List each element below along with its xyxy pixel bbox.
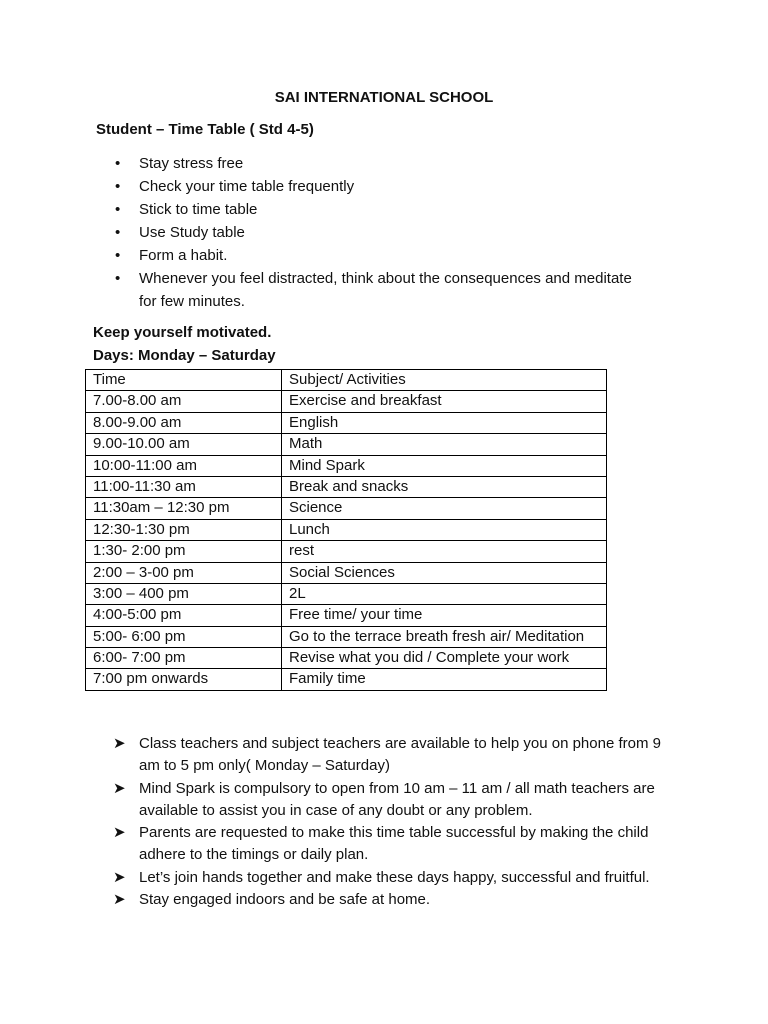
note-item — [113, 822, 673, 867]
note-text: Let’s join hands together and make these days happy, successful and fruitful. — [139, 868, 650, 886]
activity-cell: Exercise and breakfast — [282, 391, 607, 412]
activity-cell: Social Sciences — [282, 562, 607, 583]
table-row — [86, 541, 607, 562]
arrow-bullet-icon: ➤ — [113, 891, 126, 909]
time-cell: 2:00 – 3-00 pm — [86, 562, 282, 583]
table-row — [86, 519, 607, 540]
table-row — [86, 626, 607, 647]
table-row — [86, 583, 607, 604]
time-cell: 10:00-11:00 am — [86, 455, 282, 476]
activity-cell: Science — [282, 498, 607, 519]
time-cell: 7:00 pm onwards — [86, 669, 282, 690]
time-cell: 4:00-5:00 pm — [86, 605, 282, 626]
table-header-row — [86, 370, 607, 391]
tip-item: • Whenever you feel distracted, think about the consequences and meditate for few minutes. — [108, 267, 638, 313]
tip-item: • Stick to time table — [108, 198, 638, 221]
table-row — [86, 562, 607, 583]
tip-item: • Form a habit. — [108, 244, 638, 267]
note-item — [113, 867, 673, 889]
time-cell: 3:00 – 400 pm — [86, 583, 282, 604]
tips-list — [108, 152, 638, 313]
table-row — [86, 476, 607, 497]
arrow-bullet-icon: ➤ — [113, 824, 126, 842]
time-cell: 8.00-9.00 am — [86, 412, 282, 433]
timetable — [85, 369, 607, 691]
note-item — [113, 733, 673, 778]
note-item — [113, 889, 673, 911]
activity-cell: Lunch — [282, 519, 607, 540]
tip-item: • Stay stress free — [108, 152, 638, 175]
time-cell: 5:00- 6:00 pm — [86, 626, 282, 647]
activity-cell: Family time — [282, 669, 607, 690]
arrow-bullet-icon: ➤ — [113, 779, 126, 797]
activity-cell: Revise what you did / Complete your work — [282, 648, 607, 669]
time-cell: 11:30am – 12:30 pm — [86, 498, 282, 519]
activity-cell: Break and snacks — [282, 476, 607, 497]
table-row — [86, 605, 607, 626]
column-header-activity: Subject/ Activities — [282, 370, 607, 391]
activity-cell: Mind Spark — [282, 455, 607, 476]
table-row — [86, 455, 607, 476]
motivation-heading: Keep yourself motivated. — [93, 324, 272, 341]
note-text: Mind Spark is compulsory to open from 10 am – 11 am / all math teachers are available to assist you in case of any doubt or any problem. — [139, 779, 655, 819]
notes-list — [113, 733, 673, 911]
tip-item: • Use Study table — [108, 221, 638, 244]
time-cell: 9.00-10.00 am — [86, 434, 282, 455]
activity-cell: Free time/ your time — [282, 605, 607, 626]
time-cell: 6:00- 7:00 pm — [86, 648, 282, 669]
time-cell: 12:30-1:30 pm — [86, 519, 282, 540]
arrow-bullet-icon: ➤ — [113, 868, 126, 886]
activity-cell: 2L — [282, 583, 607, 604]
note-text: Class teachers and subject teachers are available to help you on phone from 9 am to 5 pm only( Monday – Saturday) — [139, 735, 661, 775]
time-cell: 7.00-8.00 am — [86, 391, 282, 412]
arrow-bullet-icon: ➤ — [113, 735, 126, 752]
table-row — [86, 434, 607, 455]
table-row — [86, 391, 607, 412]
column-header-time: Time — [86, 370, 282, 391]
activity-cell: English — [282, 412, 607, 433]
activity-cell: rest — [282, 541, 607, 562]
time-cell: 11:00-11:30 am — [86, 476, 282, 497]
days-heading: Days: Monday – Saturday — [93, 347, 276, 364]
activity-cell: Go to the terrace breath fresh air/ Meditation — [282, 626, 607, 647]
school-title: SAI INTERNATIONAL SCHOOL — [274, 89, 494, 106]
table-row — [86, 412, 607, 433]
table-row — [86, 648, 607, 669]
tip-item: • Check your time table frequently — [108, 175, 638, 198]
note-text: Stay engaged indoors and be safe at home. — [139, 891, 431, 909]
activity-cell: Math — [282, 434, 607, 455]
table-row — [86, 669, 607, 690]
timetable-subtitle: Student – Time Table ( Std 4-5) — [96, 121, 314, 138]
note-item — [113, 778, 673, 823]
table-row — [86, 498, 607, 519]
note-text: Parents are requested to make this time table successful by making the child adhere to the timings or daily plan. — [139, 824, 649, 864]
time-cell: 1:30- 2:00 pm — [86, 541, 282, 562]
